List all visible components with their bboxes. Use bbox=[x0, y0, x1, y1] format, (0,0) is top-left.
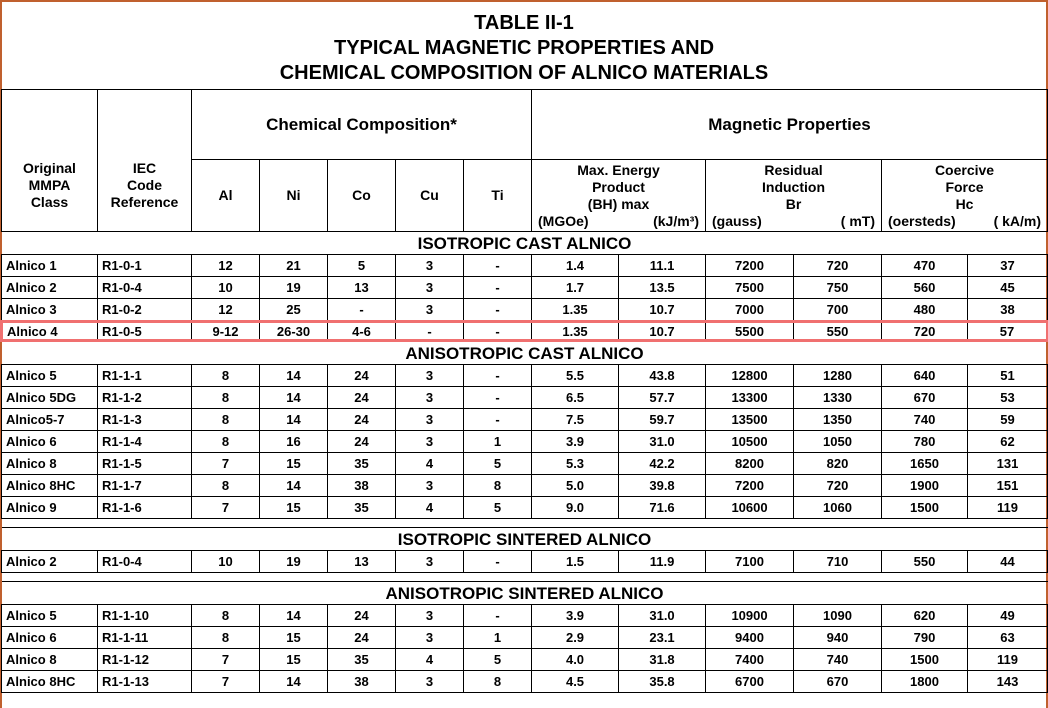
table-cell: 7 bbox=[192, 671, 260, 693]
table-cell: 10500 bbox=[706, 431, 794, 453]
table-cell: R1-0-5 bbox=[98, 322, 192, 341]
table-cell: Alnico 3 bbox=[2, 299, 98, 322]
table-cell: 13.5 bbox=[619, 277, 706, 299]
table-cell: 3 bbox=[396, 551, 464, 573]
table-cell: - bbox=[464, 605, 532, 627]
table-cell: 1500 bbox=[882, 649, 968, 671]
spacer bbox=[2, 519, 1048, 528]
table-cell: Alnico 8 bbox=[2, 649, 98, 671]
table-cell: Alnico 4 bbox=[2, 322, 98, 341]
table-cell: 49 bbox=[968, 605, 1048, 627]
table-cell: - bbox=[464, 551, 532, 573]
table-cell: 3 bbox=[396, 409, 464, 431]
table-cell: 1350 bbox=[794, 409, 882, 431]
table-cell: R1-1-3 bbox=[98, 409, 192, 431]
title-line: TYPICAL MAGNETIC PROPERTIES AND bbox=[333, 37, 715, 59]
table-cell: 5 bbox=[464, 497, 532, 519]
table-cell: 1.4 bbox=[532, 255, 619, 277]
table-cell: 119 bbox=[968, 649, 1048, 671]
table-cell: 10900 bbox=[706, 605, 794, 627]
table-cell: R1-1-1 bbox=[98, 365, 192, 387]
header-element: Al bbox=[192, 160, 260, 232]
header-iec: IEC Code Reference bbox=[98, 90, 192, 232]
table-cell: R1-1-12 bbox=[98, 649, 192, 671]
table-cell: 143 bbox=[968, 671, 1048, 693]
table-cell: 63 bbox=[968, 627, 1048, 649]
table-cell: 8 bbox=[192, 605, 260, 627]
header-energy: Max. Energy Product (BH) max (MGOe) (kJ/m³) bbox=[532, 160, 706, 232]
table-cell: - bbox=[464, 277, 532, 299]
table-cell: - bbox=[464, 409, 532, 431]
table-cell: 790 bbox=[882, 627, 968, 649]
table-cell: 12800 bbox=[706, 365, 794, 387]
table-cell: 670 bbox=[882, 387, 968, 409]
table-cell: 19 bbox=[260, 277, 328, 299]
table-row bbox=[2, 453, 1048, 475]
table-row bbox=[2, 497, 1048, 519]
table-cell: 25 bbox=[260, 299, 328, 322]
table-cell: 7 bbox=[192, 453, 260, 475]
table-cell: Alnico 2 bbox=[2, 551, 98, 573]
table-cell: 720 bbox=[882, 322, 968, 341]
table-cell: 38 bbox=[328, 475, 396, 497]
table-cell: 35.8 bbox=[619, 671, 706, 693]
table-cell: Alnico 8 bbox=[2, 453, 98, 475]
table-cell: R1-1-10 bbox=[98, 605, 192, 627]
table-cell: 8 bbox=[192, 431, 260, 453]
table-cell: - bbox=[464, 387, 532, 409]
table-row bbox=[2, 322, 1048, 341]
table-cell: 470 bbox=[882, 255, 968, 277]
table-cell: 7200 bbox=[706, 475, 794, 497]
table-cell: 21 bbox=[260, 255, 328, 277]
table-row bbox=[2, 605, 1048, 627]
table-cell: R1-1-5 bbox=[98, 453, 192, 475]
table-cell: 3 bbox=[396, 255, 464, 277]
table-cell: 57 bbox=[968, 322, 1048, 341]
table-cell: 14 bbox=[260, 605, 328, 627]
table-cell: 550 bbox=[794, 322, 882, 341]
table-cell: 24 bbox=[328, 409, 396, 431]
table-cell: 1.35 bbox=[532, 299, 619, 322]
title-line: TABLE II-1 bbox=[474, 12, 574, 34]
alnico-table bbox=[0, 89, 1048, 693]
table-cell: 13500 bbox=[706, 409, 794, 431]
table-cell: 1.7 bbox=[532, 277, 619, 299]
table-cell: 1330 bbox=[794, 387, 882, 409]
table-cell: 620 bbox=[882, 605, 968, 627]
table-cell: 7 bbox=[192, 649, 260, 671]
table-cell: 5.0 bbox=[532, 475, 619, 497]
table-cell: 560 bbox=[882, 277, 968, 299]
table-cell: 7400 bbox=[706, 649, 794, 671]
table-cell: 10.7 bbox=[619, 299, 706, 322]
table-cell: R1-1-7 bbox=[98, 475, 192, 497]
table-cell: Alnico 5DG bbox=[2, 387, 98, 409]
table-cell: 11.1 bbox=[619, 255, 706, 277]
header-coercive: Coercive Force Hc (oersteds) ( kA/m) bbox=[882, 160, 1048, 232]
table-cell: 7 bbox=[192, 497, 260, 519]
table-cell: 35 bbox=[328, 649, 396, 671]
table-cell: 131 bbox=[968, 453, 1048, 475]
table-cell: 3 bbox=[396, 627, 464, 649]
table-cell: 9.0 bbox=[532, 497, 619, 519]
table-cell: 14 bbox=[260, 475, 328, 497]
table-cell: 13 bbox=[328, 277, 396, 299]
table-cell: 3 bbox=[396, 299, 464, 322]
table-cell: 4.0 bbox=[532, 649, 619, 671]
table-cell: 7200 bbox=[706, 255, 794, 277]
table-cell: 1060 bbox=[794, 497, 882, 519]
table-cell: 14 bbox=[260, 409, 328, 431]
table-cell: - bbox=[464, 255, 532, 277]
table-cell: 43.8 bbox=[619, 365, 706, 387]
table-cell: - bbox=[464, 299, 532, 322]
table-row bbox=[2, 299, 1048, 322]
table-cell: Alnico 5 bbox=[2, 605, 98, 627]
table-cell: 1050 bbox=[794, 431, 882, 453]
table-cell: 13300 bbox=[706, 387, 794, 409]
table-cell: 1.35 bbox=[532, 322, 619, 341]
table-cell: 14 bbox=[260, 671, 328, 693]
table-cell: 8 bbox=[192, 475, 260, 497]
table-cell: 15 bbox=[260, 627, 328, 649]
table-cell: 720 bbox=[794, 255, 882, 277]
table-cell: 10 bbox=[192, 277, 260, 299]
table-cell: 3 bbox=[396, 387, 464, 409]
table-row bbox=[2, 365, 1048, 387]
table-cell: 740 bbox=[882, 409, 968, 431]
table-cell: 670 bbox=[794, 671, 882, 693]
table-cell: 8 bbox=[192, 365, 260, 387]
header-chemical-composition: Chemical Composition* bbox=[192, 90, 532, 160]
table-cell: 480 bbox=[882, 299, 968, 322]
table-row bbox=[2, 671, 1048, 693]
table-cell: Alnico 8HC bbox=[2, 475, 98, 497]
table-cell: 5 bbox=[464, 649, 532, 671]
section-title: ISOTROPIC SINTERED ALNICO bbox=[2, 528, 1048, 551]
table-cell: R1-1-2 bbox=[98, 387, 192, 409]
spacer bbox=[2, 573, 1048, 582]
table-row bbox=[2, 277, 1048, 299]
table-cell: 7500 bbox=[706, 277, 794, 299]
table-cell: 3 bbox=[396, 365, 464, 387]
table-row bbox=[2, 475, 1048, 497]
table-cell: 1 bbox=[464, 627, 532, 649]
table-cell: 6700 bbox=[706, 671, 794, 693]
table-cell: 53 bbox=[968, 387, 1048, 409]
table-cell: R1-0-2 bbox=[98, 299, 192, 322]
table-cell: 780 bbox=[882, 431, 968, 453]
table-cell: 1650 bbox=[882, 453, 968, 475]
table-cell: 12 bbox=[192, 299, 260, 322]
table-cell: 38 bbox=[968, 299, 1048, 322]
table-cell: 5500 bbox=[706, 322, 794, 341]
header-element: Co bbox=[328, 160, 396, 232]
table-cell: 710 bbox=[794, 551, 882, 573]
table-cell: 11.9 bbox=[619, 551, 706, 573]
table-row bbox=[2, 627, 1048, 649]
section-title: ANISOTROPIC CAST ALNICO bbox=[2, 341, 1048, 365]
table-cell: R1-0-4 bbox=[98, 551, 192, 573]
table-cell: 1090 bbox=[794, 605, 882, 627]
table-cell: 45 bbox=[968, 277, 1048, 299]
table-cell: R1-1-6 bbox=[98, 497, 192, 519]
table-cell: 8 bbox=[192, 409, 260, 431]
table-cell: 3 bbox=[396, 605, 464, 627]
table-cell: 720 bbox=[794, 475, 882, 497]
table-cell: 59 bbox=[968, 409, 1048, 431]
table-cell: 39.8 bbox=[619, 475, 706, 497]
table-cell: 8200 bbox=[706, 453, 794, 475]
table-cell: 1 bbox=[464, 431, 532, 453]
table-cell: 820 bbox=[794, 453, 882, 475]
table-row bbox=[2, 551, 1048, 573]
table-cell: 31.0 bbox=[619, 431, 706, 453]
table-cell: 15 bbox=[260, 649, 328, 671]
table-cell: Alnico 6 bbox=[2, 431, 98, 453]
table-cell: 8 bbox=[192, 387, 260, 409]
table-cell: R1-0-1 bbox=[98, 255, 192, 277]
table-cell: 10600 bbox=[706, 497, 794, 519]
table-cell: 4 bbox=[396, 453, 464, 475]
table-cell: 14 bbox=[260, 387, 328, 409]
table-cell: - bbox=[464, 322, 532, 341]
table-cell: 700 bbox=[794, 299, 882, 322]
header-element: Ni bbox=[260, 160, 328, 232]
table-cell: 23.1 bbox=[619, 627, 706, 649]
table-cell: 42.2 bbox=[619, 453, 706, 475]
table-cell: 4 bbox=[396, 649, 464, 671]
table-cell: 59.7 bbox=[619, 409, 706, 431]
table-cell: 5 bbox=[328, 255, 396, 277]
table-cell: 38 bbox=[328, 671, 396, 693]
table-cell: 13 bbox=[328, 551, 396, 573]
table-cell: 10 bbox=[192, 551, 260, 573]
table-cell: 7.5 bbox=[532, 409, 619, 431]
table-cell: 3 bbox=[396, 671, 464, 693]
table-cell: 119 bbox=[968, 497, 1048, 519]
table-cell: Alnico 6 bbox=[2, 627, 98, 649]
table-row bbox=[2, 387, 1048, 409]
table-cell: 1500 bbox=[882, 497, 968, 519]
table-title bbox=[2, 2, 1046, 84]
table-cell: 5.3 bbox=[532, 453, 619, 475]
table-cell: 4.5 bbox=[532, 671, 619, 693]
table-cell: 2.9 bbox=[532, 627, 619, 649]
header-element: Ti bbox=[464, 160, 532, 232]
table-cell: 550 bbox=[882, 551, 968, 573]
table-cell: 31.0 bbox=[619, 605, 706, 627]
table-row bbox=[2, 409, 1048, 431]
table-cell: R1-0-4 bbox=[98, 277, 192, 299]
table-cell: 9400 bbox=[706, 627, 794, 649]
section-title: ISOTROPIC CAST ALNICO bbox=[2, 232, 1048, 255]
table-cell: Alnico 1 bbox=[2, 255, 98, 277]
table-cell: 740 bbox=[794, 649, 882, 671]
table-cell: 7100 bbox=[706, 551, 794, 573]
table-cell: 12 bbox=[192, 255, 260, 277]
table-cell: 24 bbox=[328, 365, 396, 387]
table-cell: 24 bbox=[328, 387, 396, 409]
table-cell: 8 bbox=[192, 627, 260, 649]
table-cell: 1900 bbox=[882, 475, 968, 497]
table-cell: Alnico 5 bbox=[2, 365, 98, 387]
table-cell: 1800 bbox=[882, 671, 968, 693]
table-cell: 35 bbox=[328, 453, 396, 475]
table-cell: 24 bbox=[328, 431, 396, 453]
table-cell: 14 bbox=[260, 365, 328, 387]
table-cell: Alnico 9 bbox=[2, 497, 98, 519]
table-cell: 57.7 bbox=[619, 387, 706, 409]
header-residual: Residual Induction Br (gauss) ( mT) bbox=[706, 160, 882, 232]
table-cell: 37 bbox=[968, 255, 1048, 277]
table-cell: 24 bbox=[328, 627, 396, 649]
table-cell: 44 bbox=[968, 551, 1048, 573]
table-row bbox=[2, 255, 1048, 277]
title-line: CHEMICAL COMPOSITION OF ALNICO MATERIALS bbox=[279, 62, 769, 84]
table-cell: 24 bbox=[328, 605, 396, 627]
table-cell: 4 bbox=[396, 497, 464, 519]
table-cell: 151 bbox=[968, 475, 1048, 497]
table-cell: 3.9 bbox=[532, 431, 619, 453]
table-cell: 750 bbox=[794, 277, 882, 299]
table-cell: 31.8 bbox=[619, 649, 706, 671]
table-cell: R1-1-13 bbox=[98, 671, 192, 693]
table-cell: 940 bbox=[794, 627, 882, 649]
table-cell: 9-12 bbox=[192, 322, 260, 341]
table-cell: Alnico 8HC bbox=[2, 671, 98, 693]
table-cell: - bbox=[464, 365, 532, 387]
table-cell: 26-30 bbox=[260, 322, 328, 341]
table-cell: R1-1-11 bbox=[98, 627, 192, 649]
header-magnetic-properties: Magnetic Properties bbox=[532, 90, 1048, 160]
table-cell: 1280 bbox=[794, 365, 882, 387]
table-cell: 7000 bbox=[706, 299, 794, 322]
table-cell: R1-1-4 bbox=[98, 431, 192, 453]
table-cell: 6.5 bbox=[532, 387, 619, 409]
table-cell: 1.5 bbox=[532, 551, 619, 573]
table-cell: 15 bbox=[260, 453, 328, 475]
table-cell: 71.6 bbox=[619, 497, 706, 519]
header-class: Original MMPA Class bbox=[2, 90, 98, 232]
table-cell: 5.5 bbox=[532, 365, 619, 387]
table-cell: Alnico5-7 bbox=[2, 409, 98, 431]
section-title: ANISOTROPIC SINTERED ALNICO bbox=[2, 582, 1048, 605]
table-cell: 5 bbox=[464, 453, 532, 475]
table-cell: 640 bbox=[882, 365, 968, 387]
table-cell: 15 bbox=[260, 497, 328, 519]
table-cell: 3.9 bbox=[532, 605, 619, 627]
table-cell: 3 bbox=[396, 475, 464, 497]
table-cell: 62 bbox=[968, 431, 1048, 453]
table-cell: 10.7 bbox=[619, 322, 706, 341]
table-cell: 51 bbox=[968, 365, 1048, 387]
table-cell: 8 bbox=[464, 671, 532, 693]
table-row bbox=[2, 649, 1048, 671]
table-cell: 4-6 bbox=[328, 322, 396, 341]
table-row bbox=[2, 431, 1048, 453]
table-cell: Alnico 2 bbox=[2, 277, 98, 299]
header-element: Cu bbox=[396, 160, 464, 232]
table-cell: 3 bbox=[396, 277, 464, 299]
table-cell: 3 bbox=[396, 431, 464, 453]
table-cell: - bbox=[396, 322, 464, 341]
table-cell: 19 bbox=[260, 551, 328, 573]
table-cell: 35 bbox=[328, 497, 396, 519]
table-cell: 16 bbox=[260, 431, 328, 453]
table-cell: 8 bbox=[464, 475, 532, 497]
table-cell: - bbox=[328, 299, 396, 322]
